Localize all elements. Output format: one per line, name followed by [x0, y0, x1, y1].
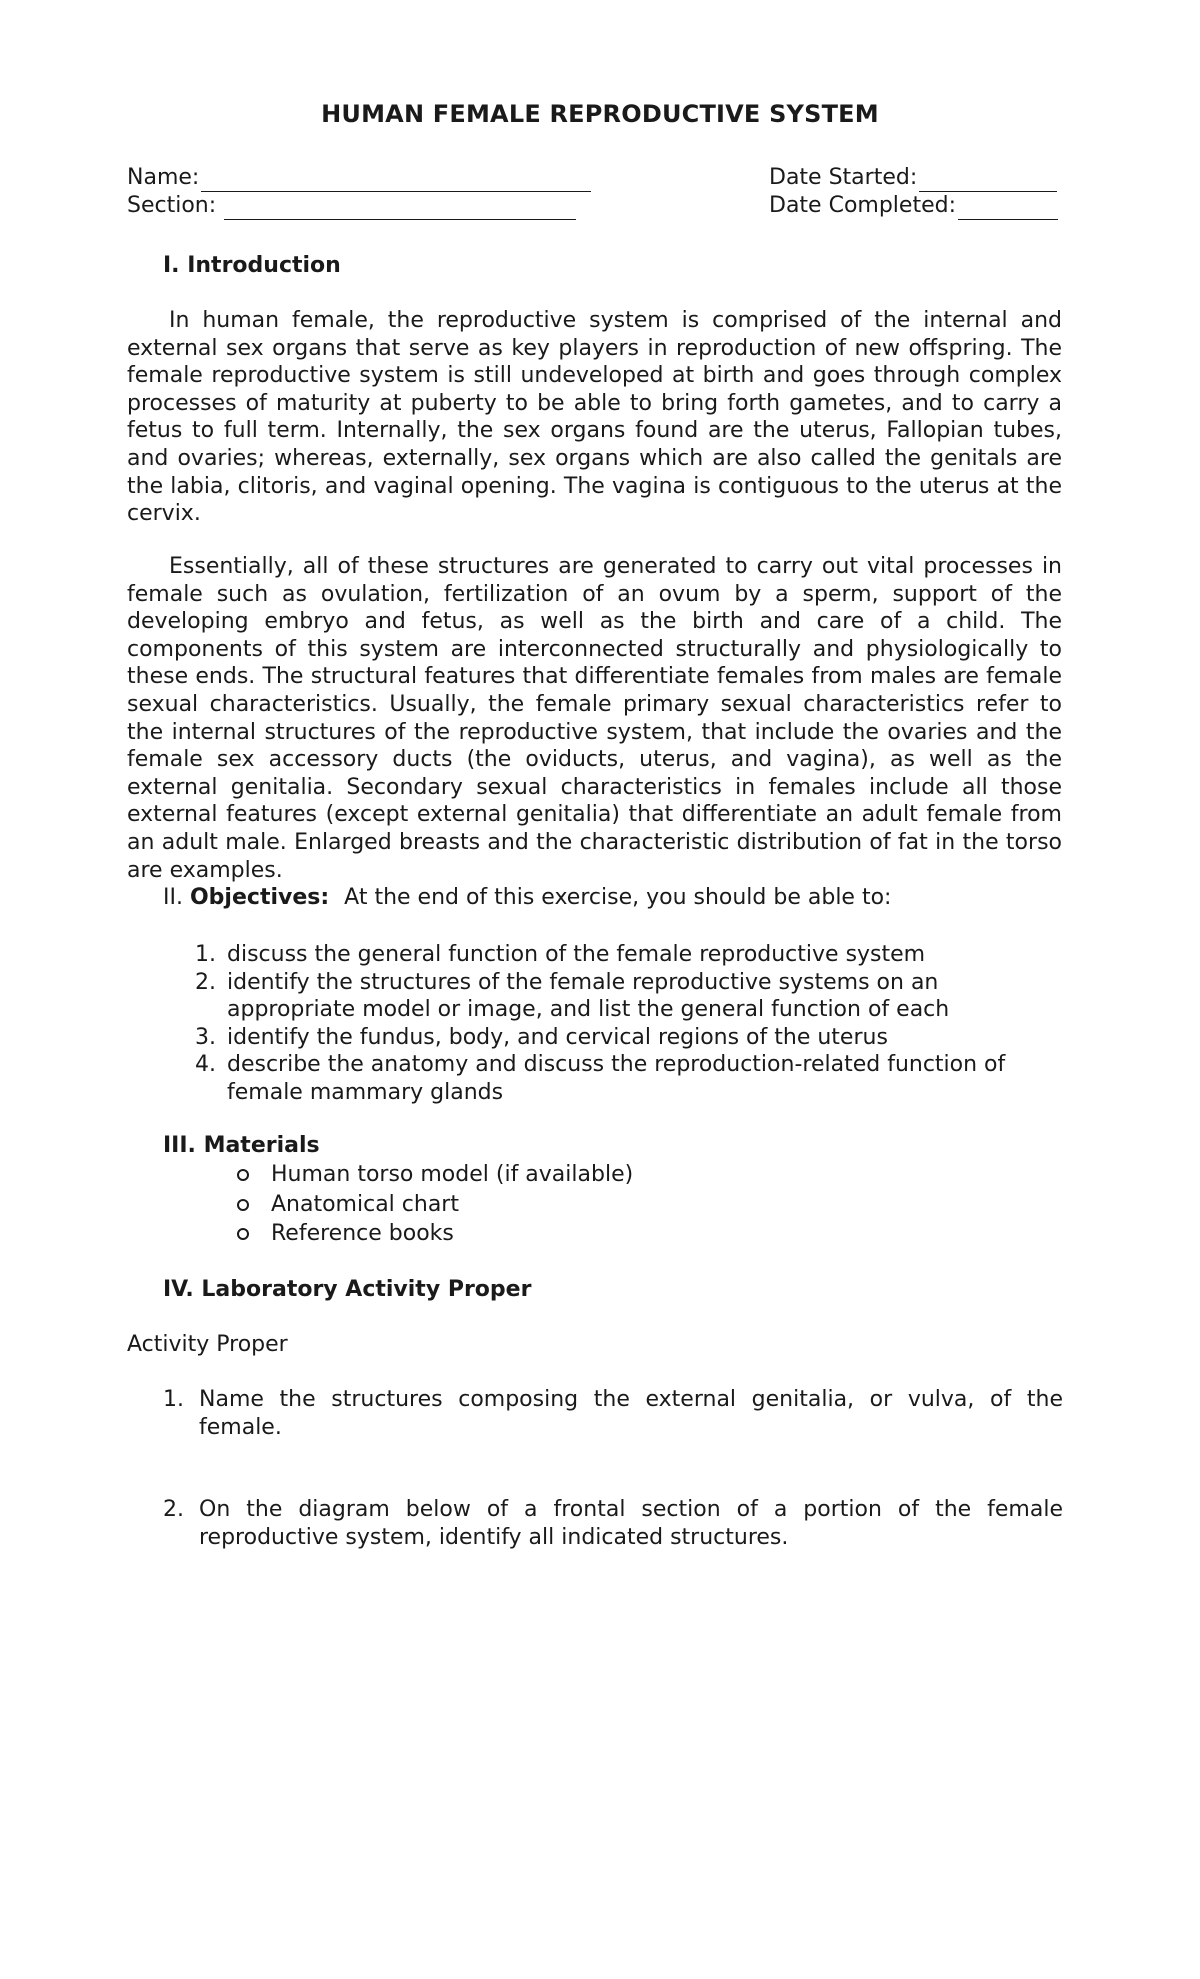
- date-started-label: Date Started:: [769, 165, 918, 190]
- objectives-numeral: II.: [163, 885, 183, 910]
- activity-item-1: [163, 1386, 1063, 1441]
- circle-bullet-icon: [237, 1228, 249, 1240]
- objectives-lead: At the end of this exercise, you should be able to:: [344, 885, 892, 910]
- material-text: Human torso model (if available): [271, 1162, 634, 1187]
- objective-number: 2.: [195, 969, 216, 995]
- date-completed-field[interactable]: [769, 192, 1058, 220]
- date-started-blank[interactable]: [919, 167, 1057, 192]
- activity-proper-subheading: Activity Proper: [127, 1332, 288, 1357]
- lab-heading: IV. Laboratory Activity Proper: [163, 1277, 532, 1302]
- activity-text: On the diagram below of a frontal section of a portion of the female reproductive system, identify all indicated structures.: [199, 1497, 1063, 1550]
- objective-number: 4.: [195, 1052, 216, 1078]
- objectives-heading: Objectives:: [189, 885, 330, 910]
- date-completed-label: Date Completed:: [769, 193, 956, 218]
- objective-text: identify the structures of the female reproductive systems on an appropriate model or image, and list the general function of each: [227, 969, 950, 1023]
- date-started-field[interactable]: [769, 164, 1057, 192]
- objective-number: 3.: [195, 1024, 216, 1050]
- activity-item-2: [163, 1496, 1063, 1551]
- introduction-paragraph-2: Essentially, all of these structures are generated to carry out vital processes in female such as ovulation, fertilization of an ovum by a sperm, support of the developing embryo and fetus, as well as the birth and care of a child. The components of this system are interconnected structurally and physiologically to these ends. The structural features that differentiate females from males are female sexual characteristics. Usually, the female primary sexual characteristics refer to the internal structures of the reproductive system, that include the ovaries and the female sex accessory ducts (the oviducts, uterus, and vagina), as well as the external genitalia. Secondary sexual characteristics in females include all those external features (except external genitalia) that differentiate an adult female from an adult male. Enlarged breasts and the characteristic distribution of fat in the torso are examples.: [127, 554, 1062, 883]
- list-item: [237, 1160, 633, 1190]
- circle-bullet-icon: [237, 1169, 249, 1181]
- materials-list: [237, 1160, 633, 1249]
- list-item: [195, 941, 1061, 969]
- activity-text: Name the structures composing the external genitalia, or vulva, of the female.: [199, 1387, 1063, 1440]
- list-item: [195, 1051, 1061, 1106]
- name-field[interactable]: [127, 164, 591, 192]
- objectives-list: [195, 941, 1061, 1107]
- material-text: Anatomical chart: [271, 1191, 459, 1217]
- name-blank[interactable]: [201, 167, 591, 192]
- activity-number: 2.: [163, 1497, 184, 1522]
- objective-text: identify the fundus, body, and cervical regions of the uterus: [227, 1024, 888, 1050]
- name-label: Name:: [127, 165, 200, 190]
- objective-number: 1.: [195, 942, 216, 967]
- page-title: HUMAN FEMALE REPRODUCTIVE SYSTEM: [321, 100, 879, 128]
- circle-bullet-icon: [237, 1199, 249, 1211]
- objective-text: discuss the general function of the female reproductive system: [227, 942, 926, 967]
- list-item: [195, 1024, 1061, 1052]
- activity-number: 1.: [163, 1387, 184, 1412]
- section-field[interactable]: [127, 192, 576, 220]
- objective-text: describe the anatomy and discuss the reproduction-related function of female mammary glands: [227, 1052, 1006, 1105]
- material-text: Reference books: [271, 1221, 454, 1246]
- list-item: [237, 1190, 633, 1220]
- introduction-paragraph-1: In human female, the reproductive system is comprised of the internal and external sex organs that serve as key players in reproduction of new offspring. The female reproductive system is still undeveloped at birth and goes through complex processes of maturity at puberty to be able to bring forth gametes, and to carry a fetus to full term. Internally, the sex organs found are the uterus, Fallopian tubes, and ovaries; whereas, externally, sex organs which are also called the genitals are the labia, clitoris, and vaginal opening. The vagina is contiguous to the uterus at the cervix.: [127, 308, 1062, 527]
- list-item: [195, 969, 1061, 1024]
- section-blank[interactable]: [224, 195, 576, 220]
- list-item: [237, 1219, 633, 1249]
- section-label: Section:: [127, 193, 217, 218]
- introduction-heading: I. Introduction: [163, 253, 341, 278]
- materials-heading: III. Materials: [163, 1133, 320, 1158]
- date-completed-blank[interactable]: [958, 195, 1058, 220]
- objectives-heading-line: [163, 884, 891, 912]
